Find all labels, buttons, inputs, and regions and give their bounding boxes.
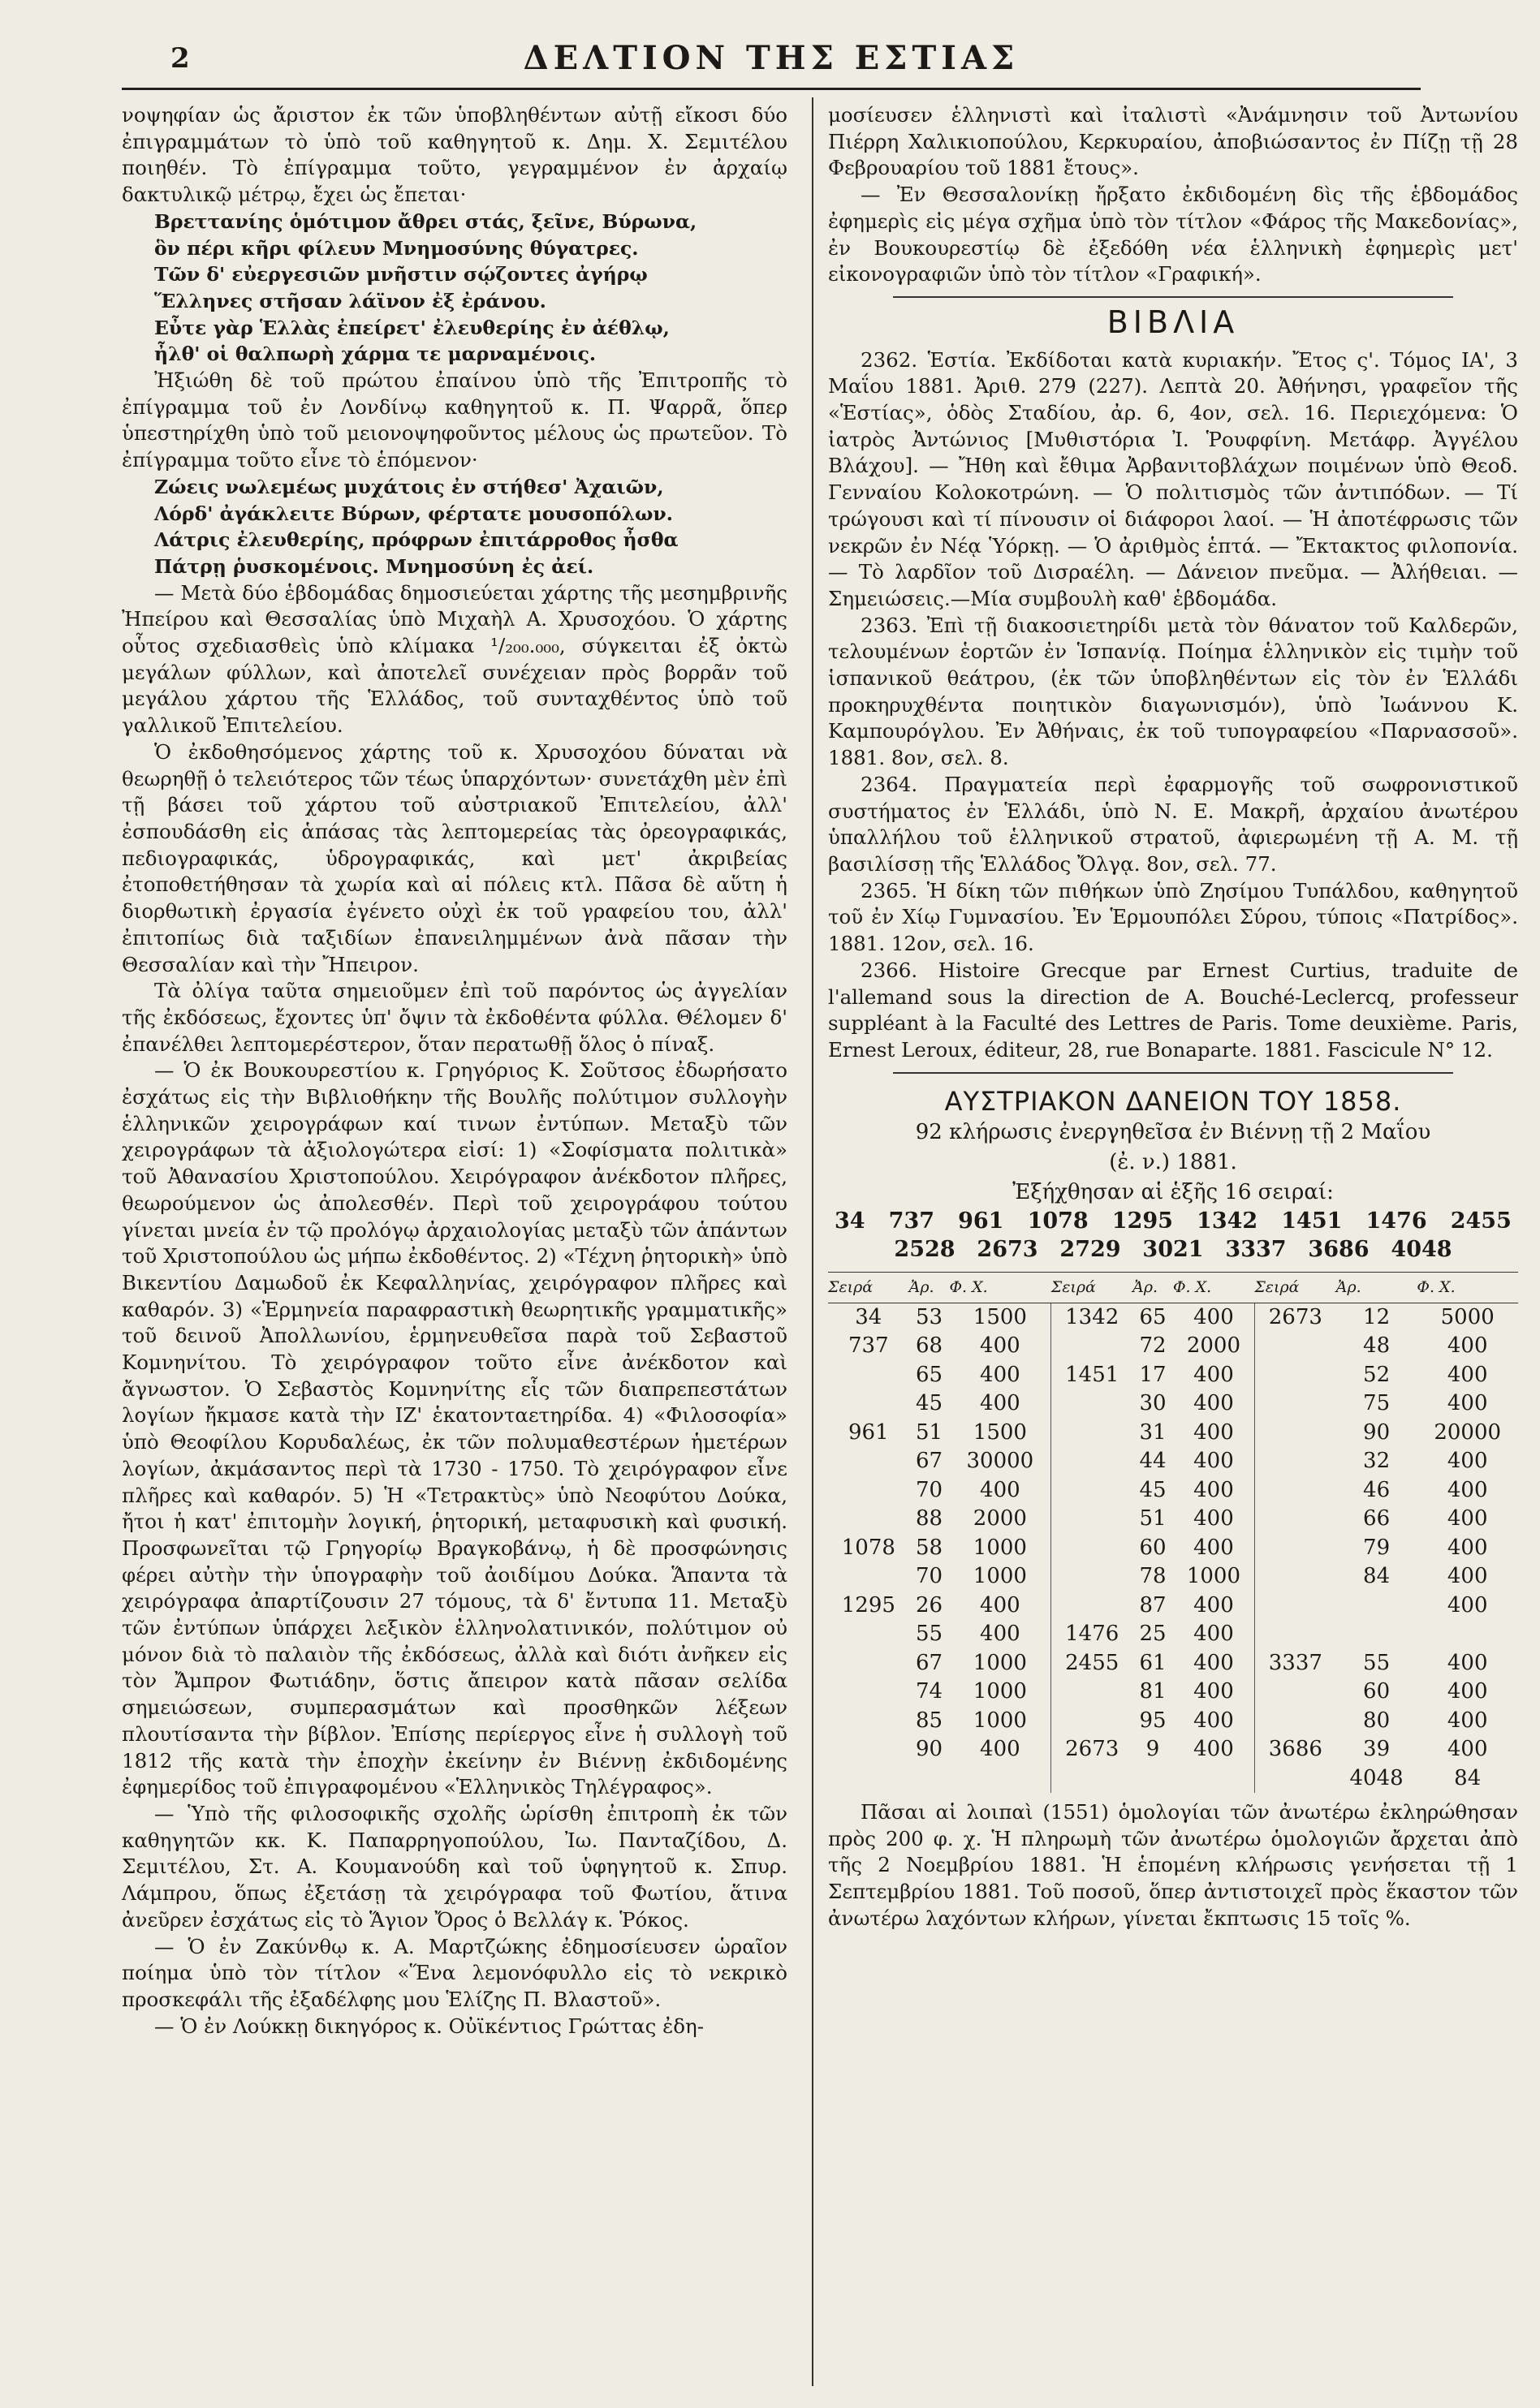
table-row bbox=[828, 1562, 1518, 1592]
table-cell: 1000 bbox=[949, 1534, 1050, 1563]
page-title: ΔΕΛΤΙΟΝ ΤΗΣ ΕΣΤΙΑΣ bbox=[523, 39, 1020, 77]
table-cell bbox=[1051, 1534, 1132, 1563]
table-cell: 1000 bbox=[949, 1562, 1050, 1592]
table-cell bbox=[1254, 1592, 1335, 1621]
table-cell: 1500 bbox=[949, 1419, 1050, 1448]
table-cell: 400 bbox=[1173, 1389, 1254, 1419]
table-row bbox=[828, 1764, 1518, 1794]
table-cell bbox=[1254, 1476, 1335, 1506]
table-cell bbox=[1254, 1764, 1335, 1794]
table-cell bbox=[828, 1562, 909, 1592]
header-rule bbox=[122, 88, 1421, 90]
table-cell: 70 bbox=[916, 1477, 943, 1502]
series-number: 2729 bbox=[1059, 1237, 1121, 1263]
paragraph: — Ὑπὸ τῆς φιλοσοφικῆς σχολῆς ὡρίσθη ἐπιτροπὴ ἐκ τῶν καθηγητῶν κκ. Κ. Παπαρρηγοπούλου, Ἰω. Πανταζίδου, Δ. Σεμιτέλου, Στ. Α. Κουμανούδη καὶ τοῦ ὑφηγητοῦ κ. Σπυρ. Λάμπρου, ὅπως ἐξετάσῃ τὰ χειρόγραφα τοῦ Φωτίου, ἅτινα ἀνεῦρεν ἐσχάτως εἰς τὸ Ἅγιον Ὄρος ὁ Βελλάγ κ. Ῥόκος. bbox=[122, 1802, 787, 1932]
table-cell: 20000 bbox=[1434, 1419, 1502, 1445]
paragraph: — Ἐν Θεσσαλονίκῃ ἤρξατο ἐκδιδομένη δὶς τῆς ἑβδομάδος ἐφημερὶς εἰς μέγα σχῆμα ὑπὸ τὸν τίτλον «Φάρος τῆς Μακεδονίας», ἐν Βουκουρεστίῳ δὲ ἐξεδόθη νέα ἑλληνικὴ ἐφημερὶς μετ' εἰκονογραφιῶν ὑπὸ τὸν τίτλον «Γραφική». bbox=[828, 183, 1518, 286]
section-rule bbox=[893, 1072, 1453, 1074]
table-cell bbox=[949, 1764, 1050, 1794]
table-cell bbox=[1254, 1332, 1335, 1361]
table-cell: 1000 bbox=[1173, 1562, 1254, 1592]
table-cell: 53 bbox=[916, 1304, 943, 1329]
table-row bbox=[828, 1332, 1518, 1361]
table-cell: 400 bbox=[1447, 1506, 1488, 1531]
table-cell bbox=[1051, 1678, 1132, 1707]
table-cell bbox=[1417, 1620, 1518, 1649]
table-cell: 400 bbox=[1447, 1592, 1488, 1618]
table-cell bbox=[1051, 1389, 1132, 1419]
table-cell bbox=[828, 1505, 909, 1534]
table-cell: 400 bbox=[1173, 1505, 1254, 1534]
table-cell: 400 bbox=[1447, 1535, 1488, 1560]
table-cell: 55 bbox=[916, 1622, 943, 1647]
table-cell: 80 bbox=[1363, 1708, 1391, 1733]
table-cell: 1000 bbox=[949, 1678, 1050, 1707]
verse-line: Βρεττανίης ὁμότιμον ἄθρει στάς, ξεῖνε, Βύρωνα, bbox=[154, 209, 697, 233]
table-cell: 1078 bbox=[841, 1535, 895, 1560]
table-cell: 400 bbox=[1173, 1476, 1254, 1506]
table-cell bbox=[828, 1707, 909, 1736]
loan-subtitle-c: Ἐξήχθησαν αἱ ἑξῆς 16 σειραί: bbox=[1012, 1179, 1334, 1204]
paragraph: — Ὁ ἐν Ζακύνθῳ κ. Α. Μαρτζώκης ἐδημοσίευσεν ὡραῖον ποίημα ὑπὸ τὸν τίτλον «Ἕνα λεμονόφυλλο εἰς τὸ νεκρικὸ προσκεφάλι τῆς ἐξαδέλφης μου Ἑλίζης Π. Βλαστοῦ». bbox=[122, 1934, 787, 2011]
table-cell: 55 bbox=[1363, 1650, 1391, 1675]
table-cell bbox=[1051, 1764, 1132, 1794]
table-cell: 48 bbox=[1363, 1333, 1391, 1359]
right-column bbox=[828, 102, 1518, 1932]
table-cell bbox=[1254, 1534, 1335, 1563]
table-cell: 85 bbox=[916, 1708, 943, 1733]
table-cell: 400 bbox=[1447, 1708, 1488, 1733]
table-cell: 79 bbox=[1363, 1535, 1391, 1560]
verse-line: Πάτρῃ ῥυσκομένοις. Μνημοσύνη ἐς ἀεί. bbox=[154, 554, 594, 578]
verse-line: Λόρδ' ἀγάκλειτε Βύρων, φέρτατε μουσοπόλων. bbox=[154, 502, 673, 525]
paragraph: Ἠξιώθη δὲ τοῦ πρώτου ἐπαίνου ὑπὸ τῆς Ἐπιτροπῆς τὸ ἐπίγραμμα τοῦ ἐν Λονδίνῳ καθηγητοῦ κ. Π. Ψαρρᾶ, ὅπερ ὑπεστηρίχθη ὑπὸ τοῦ μειονοψηφοῦντος μέλους ὡς πρωτεῦον. Τὸ ἐπίγραμμα τοῦτο εἶνε τὸ ἑπόμενον· bbox=[122, 368, 787, 472]
table-cell bbox=[909, 1764, 950, 1794]
table-cell: 400 bbox=[1447, 1391, 1488, 1416]
table-cell: 67 bbox=[916, 1650, 943, 1675]
table-cell: 1500 bbox=[949, 1303, 1050, 1332]
table-cell: 45 bbox=[916, 1391, 943, 1416]
table-cell: 737 bbox=[848, 1333, 889, 1359]
verse-line: ὃν πέρι κῆρι φίλευν Μνημοσύνης θύγατρες. bbox=[154, 236, 639, 260]
loan-title: ΑΥΣΤΡΙΑΚΟΝ ΔΑΝΕΙΟΝ ΤΟΥ 1858. bbox=[944, 1085, 1402, 1117]
paragraph: — Μετὰ δύο ἑβδομάδας δημοσιεύεται χάρτης τῆς μεσημβρινῆς Ἠπείρου καὶ Θεσσαλίας ὑπὸ Μιχαὴλ Α. Χρυσοχόου. Ὁ χάρτης οὗτος σχεδιασθεὶς ὑπὸ κλίμακα ¹/₂₀₀.₀₀₀, σύγκειται ἐξ ὀκτὼ μεγάλων φύλλων, καὶ ἀποτελεῖ συνέχειαν πρὸς βορρᾶν τοῦ μεγάλου χάρτου τῆς Ἑλλάδος, τοῦ συνταχθέντος ὑπὸ τοῦ γαλλικοῦ Ἐπιτελείου. bbox=[122, 580, 787, 738]
biblia-entry: 2364. Πραγματεία περὶ ἐφαρμογῆς τοῦ σωφρονιστικοῦ συστήματος ἐν Ἑλλάδι, ὑπὸ Ν. Ε. Μακρῆ, ἀρχαίου ἀνωτέρου ὑπαλλήλου τοῦ ἑλληνικοῦ στρατοῦ, ἀφιερωμένη τῇ Α. Μ. τῇ βασιλίσσῃ τῆς Ἑλλάδος Ὄλγᾳ. 8ον, σελ. 77. bbox=[828, 772, 1518, 876]
paragraph: — Ὁ ἐκ Βουκουρεστίου κ. Γρηγόριος Κ. Σοῦτσος ἐδωρήσατο ἐσχάτως εἰς τὴν Βιβλιοθήκην τῆς Βουλῆς πολύτιμον συλλογὴν ἑλληνικῶν χειρογράφων καί τινων ἐντύπων. Μεταξὺ τῶν χειρογράφων τὰ ἀξιολογώτερα εἰσί: 1) «Σοφίσματα πολιτικὰ» τοῦ Ἀθανασίου Χριστοπούλου. Χειρόγραφον ἀνέκδοτον πλῆρες, θεωρούμενον ὡς ἀπολεσθέν. Περὶ τοῦ χειρογράφου τούτου γίνεται μνεία ἐν τῷ προλόγῳ ἀρχαιολογίας μεταξὺ τῶν ἁπάντων τοῦ Χριστοπούλου ὡς μήπω ἐκδοθέντος. 2) «Τέχνη ῥητορικὴ» ὑπὸ Βικεντίου Δαμωδοῦ ἐκ Κεφαλληνίας, χειρόγραφον πλῆρες καὶ καθαρόν. 3) «Ἑρμηνεία παραφραστικὴ θεωρητικῆς γραμματικῆς» τοῦ δεινοῦ Ἀπολλωνίου, ἑρμηνευθεῖσα παρὰ τοῦ Σεβαστοῦ Κομνηνίτου. Τὸ χειρόγραφον τοῦτο εἶνε ἀνέκδοτον καὶ ἄγνωστον. Ὁ Σεβαστὸς Κομνηνίτης εἷς τῶν διαπρεπεστάτων λογίων ἤκμασε κατὰ τὴν ΙΖ' ἑκατονταετηρίδα. 4) «Φιλοσοφία» ὑπὸ Θεοφίλου Κορυδαλέως, ἐκ τῶν πολυμαθεστέρων ἡμετέρων λογίων, ἀκμάσαντος περὶ τὰ 1730 - 1750. Τὸ χειρόγραφον εἶνε πλῆρες καὶ καθαρόν. 5) Ἡ «Τετρακτὺς» ὑπὸ Νεοφύτου Δούκα, ἤτοι ἡ κατ' ἐπιτομὴν λογική, ῥητορική, μεταφυσικὴ καὶ φυσική. Προσφωνεῖται τῷ Γρηγορίῳ Βραγκοβάνῳ, ἡ δὲ προσφώνησις φέρει αὐτὴν τὴν ὑπογραφὴν τοῦ ἀοιδίμου Δούκα. Ἅπαντα τὰ χειρόγραφα ἀπαρτίζουσιν 27 τόμους, τὰ δ' ἔντυπα 11. Μεταξὺ τῶν ἐντύπων ὑπάρχει λεξικὸν ἑλληνολατινικόν, πολύτιμον οὐ μόνον διὰ τὸ παλαιὸν τῆς ἐκδόσεως, ἀλλὰ καὶ διότι ἀνῆκεν εἰς τὸν Ἄμπρον Φωτιάδην, ὅστις ἄπειρον κατὰ πᾶσαν σελίδα σημειώσεων, συμπερασμάτων καὶ προσθηκῶν λέξεων πλουτίσαντα τὴν βίβλον. Ἐπίσης περίεργος εἶνε ἡ συλλογὴ τοῦ 1812 τῆς κατὰ τὴν ἐποχὴν ἐκείνην ἐν Βιέννῃ ἐκδιδομένης ἐφημερίδος τοῦ ἐπιγραφομένου «Ἑλληνικὸς Τηλέγραφος». bbox=[122, 1058, 787, 1799]
table-cell: 12 bbox=[1363, 1304, 1391, 1329]
column-header: Σειρά bbox=[1051, 1272, 1132, 1303]
loan-subtitle-b: (ἐ. ν.) 1881. bbox=[1109, 1150, 1237, 1175]
table-cell: 4048 bbox=[1349, 1765, 1404, 1790]
biblia-entry: 2365. Ἡ δίκη τῶν πιθήκων ὑπὸ Ζησίμου Τυπάλδου, καθηγητοῦ τοῦ ἐν Χίῳ Γυμνασίου. Ἐν Ἑρμουπόλει Σύρου, τύποις «Πατρίδος». 1881. 12ον, σελ. 16. bbox=[828, 878, 1518, 956]
table-cell bbox=[1254, 1620, 1335, 1649]
table-cell bbox=[1173, 1764, 1254, 1794]
table-cell: 400 bbox=[1447, 1679, 1488, 1704]
series-number: 34 bbox=[835, 1208, 865, 1234]
table-row bbox=[828, 1592, 1518, 1621]
draw-table bbox=[828, 1272, 1518, 1793]
table-cell: 400 bbox=[949, 1735, 1050, 1764]
table-cell: 17 bbox=[1139, 1362, 1167, 1387]
table-cell bbox=[1051, 1476, 1132, 1506]
table-cell bbox=[828, 1678, 909, 1707]
table-cell: 400 bbox=[1447, 1449, 1488, 1474]
table-cell: 400 bbox=[949, 1620, 1050, 1649]
table-cell bbox=[1132, 1764, 1173, 1794]
column-header: Φ. Χ. bbox=[1417, 1272, 1518, 1303]
paragraph: — Ὁ ἐν Λούκκῃ δικηγόρος κ. Οὐϊκέντιος Γρώττας ἐδη- bbox=[154, 2014, 704, 2038]
table-row bbox=[828, 1476, 1518, 1506]
table-cell: 67 bbox=[916, 1449, 943, 1474]
column-header: Ἀρ. bbox=[1336, 1272, 1417, 1303]
biblia-list bbox=[828, 347, 1518, 1064]
paragraph: νοψηφίαν ὡς ἄριστον ἐκ τῶν ὑποβληθέντων αὐτῇ εἴκοσι δύο ἐπιγραμμάτων τὸ ὑπὸ τοῦ καθηγητοῦ κ. Δημ. Χ. Σεμιτέλου ποιηθέν. Τὸ ἐπίγραμμα τοῦτο, γεγραμμένον ἐν ἀρχαίῳ δακτυλικῷ μέτρῳ, ἔχει ὡς ἔπεται· bbox=[122, 103, 787, 207]
biblia-entry: 2362. Ἑστία. Ἐκδίδοται κατὰ κυριακήν. Ἔτος ς'. Τόμος ΙΑ', 3 Μαΐου 1881. Ἀριθ. 279 (227). Λεπτὰ 20. Ἀθήνησι, γραφεῖον τῆς «Ἑστίας», ὁδὸς Σταδίου, ἀρ. 6, 4ον, σελ. 16. Περιεχόμενα: Ὁ ἰατρὸς Ἀντώνιος [Μυθιστόρια Ἰ. Ῥουφφίνη. Μετάφρ. Ἀγγέλου Βλάχου]. — Ἤθη καὶ ἔθιμα Ἀρβανιτοβλάχων ποιμένων ὑπὸ Θεοδ. Γενναίου Κολοκοτρώνη. — Ὁ πολιτισμὸς τῶν ἀντιπόδων. — Τί τρώγουσι καὶ τί πίνουσιν οἱ διάφοροι λαοί. — Ἡ ἀποτέφρωσις τῶν νεκρῶν ἐν Νέᾳ Ὑόρκῃ. — Ὁ ἀριθμὸς ἑπτά. — Ἔκτακτος φιλοπονία. — Τὸ λαρδῖον τοῦ Δισραέλη. — Δάνειον πνεῦμα. — Ἀλήθειαι. — Σημειώσεις.—Μία συμβουλὴ καθ' ἑβδομάδα. bbox=[828, 347, 1518, 610]
table-cell: 90 bbox=[1363, 1419, 1391, 1445]
table-cell: 400 bbox=[1447, 1650, 1488, 1675]
table-cell: 400 bbox=[1447, 1737, 1488, 1762]
table-cell: 400 bbox=[1173, 1361, 1254, 1390]
table-cell: 400 bbox=[1173, 1620, 1254, 1649]
table-cell: 9 bbox=[1145, 1737, 1160, 1762]
series-number: 3021 bbox=[1142, 1237, 1204, 1263]
column-header: Φ. Χ. bbox=[1173, 1272, 1254, 1303]
table-cell: 65 bbox=[1139, 1304, 1167, 1329]
table-cell: 78 bbox=[1139, 1564, 1167, 1589]
table-row bbox=[828, 1361, 1518, 1390]
table-cell: 84 bbox=[1363, 1564, 1391, 1589]
verse-line: Εὖτε γὰρ Ἑλλὰς ἐπείρετ' ἐλευθερίης ἐν ἀέθλῳ, bbox=[154, 316, 670, 339]
table-cell bbox=[1051, 1707, 1132, 1736]
paragraph: μοσίευσεν ἑλληνιστὶ καὶ ἰταλιστὶ «Ἀνάμνησιν τοῦ Ἀντωνίου Πιέρρη Χαλικιοπούλου, Κερκυραίου, ἀποβιώσαντος ἐν Πίζῃ τῇ 28 Φεβρουαρίου τοῦ 1881 ἔτους». bbox=[828, 103, 1518, 180]
verse-line: ἦλθ' οἱ θαλπωρὴ χάρμα τε μαρναμένοις. bbox=[154, 342, 597, 366]
table-cell: 400 bbox=[949, 1389, 1050, 1419]
table-cell bbox=[1254, 1707, 1335, 1736]
table-row bbox=[828, 1389, 1518, 1419]
table-cell bbox=[1254, 1361, 1335, 1390]
table-cell: 30 bbox=[1139, 1391, 1167, 1416]
table-cell: 1000 bbox=[949, 1707, 1050, 1736]
loan-footer: Πᾶσαι αἱ λοιπαὶ (1551) ὁμολογίαι τῶν ἀνωτέρω ἐκληρώθησαν πρὸς 200 φ. χ. Ἡ πληρωμὴ τῶν ἀνωτέρω ὁμολογιῶν ἄρχεται ἀπὸ τῆς 2 Νοεμβρίου 1881. Ἡ ἑπομένη κλήρωσις γενήσεται τῇ 1 Σεπτεμβρίου 1881. Τοῦ ποσοῦ, ὅπερ ἀντιστοιχεῖ πρὸς ἕκαστον τῶν ἀνωτέρω λαχόντων κλήρων, γίνεται ἔκπτωσις 15 τοῖς %. bbox=[828, 1800, 1518, 1930]
table-cell bbox=[1051, 1505, 1132, 1534]
table-row bbox=[828, 1620, 1518, 1649]
table-cell: 2000 bbox=[1173, 1332, 1254, 1361]
table-cell bbox=[1051, 1332, 1132, 1361]
table-cell bbox=[828, 1620, 909, 1649]
table-cell: 400 bbox=[1173, 1303, 1254, 1332]
table-cell: 400 bbox=[949, 1361, 1050, 1390]
series-number: 1342 bbox=[1197, 1208, 1258, 1234]
table-cell: 400 bbox=[1447, 1564, 1488, 1589]
verse-line: Ζώεις νωλεμέως μυχάτοις ἐν στήθεσ' Ἀχαιῶν, bbox=[154, 475, 664, 498]
table-cell: 65 bbox=[916, 1362, 943, 1387]
series-row-1 bbox=[835, 1208, 1512, 1235]
table-cell bbox=[1254, 1447, 1335, 1476]
table-row bbox=[828, 1534, 1518, 1563]
table-cell: 44 bbox=[1139, 1449, 1167, 1474]
table-cell: 400 bbox=[949, 1476, 1050, 1506]
table-cell: 61 bbox=[1139, 1650, 1167, 1675]
table-cell: 2000 bbox=[949, 1505, 1050, 1534]
verse-line: Τῶν δ' εὐεργεσιῶν μνῆστιν σῴζοντες ἀγήρῳ bbox=[154, 263, 648, 286]
series-number: 1295 bbox=[1111, 1208, 1173, 1234]
verse-line: Ἕλληνες στῆσαν λάϊνον ἐξ ἐράνου. bbox=[154, 289, 546, 312]
table-cell: 3686 bbox=[1268, 1737, 1322, 1762]
table-cell: 68 bbox=[916, 1333, 943, 1359]
table-cell: 60 bbox=[1139, 1535, 1167, 1560]
table-cell: 26 bbox=[916, 1592, 943, 1618]
table-cell: 46 bbox=[1363, 1477, 1391, 1502]
table-row bbox=[828, 1707, 1518, 1736]
table-cell: 2673 bbox=[1065, 1737, 1119, 1762]
table-cell: 1451 bbox=[1065, 1362, 1119, 1387]
table-cell: 66 bbox=[1363, 1506, 1391, 1531]
table-cell: 400 bbox=[1447, 1477, 1488, 1502]
left-column bbox=[122, 102, 787, 2040]
table-cell: 400 bbox=[1173, 1447, 1254, 1476]
table-cell: 400 bbox=[1173, 1534, 1254, 1563]
table-cell bbox=[1051, 1447, 1132, 1476]
table-cell: 5000 bbox=[1440, 1304, 1495, 1329]
table-cell: 45 bbox=[1139, 1477, 1167, 1502]
paragraph: Τὰ ὀλίγα ταῦτα σημειοῦμεν ἐπὶ τοῦ παρόντος ὡς ἀγγελίαν τῆς ἐκδόσεως, ἔχοντες ὑπ' ὄψιν τὰ ἐκδοθέντα φύλλα. Θέλομεν δ' ἐπανέλθει λεπτομερέστερον, ὅταν περατωθῇ ὅλος ὁ πίναξ. bbox=[122, 979, 787, 1056]
table-cell: 60 bbox=[1363, 1679, 1391, 1704]
table-cell: 400 bbox=[1447, 1333, 1488, 1359]
series-number: 2673 bbox=[977, 1237, 1038, 1263]
table-cell: 400 bbox=[1173, 1678, 1254, 1707]
series-number: 1476 bbox=[1365, 1208, 1427, 1234]
table-row bbox=[828, 1649, 1518, 1678]
table-cell bbox=[828, 1447, 909, 1476]
table-cell: 74 bbox=[916, 1679, 943, 1704]
series-number: 2528 bbox=[894, 1237, 955, 1263]
table-cell bbox=[828, 1735, 909, 1764]
table-cell: 70 bbox=[916, 1564, 943, 1589]
series-number: 1078 bbox=[1027, 1208, 1089, 1234]
table-cell bbox=[828, 1389, 909, 1419]
table-cell: 52 bbox=[1363, 1362, 1391, 1387]
table-row bbox=[828, 1735, 1518, 1764]
right-top-text bbox=[828, 102, 1518, 288]
table-cell: 58 bbox=[916, 1535, 943, 1560]
table-row bbox=[828, 1419, 1518, 1448]
table-cell: 400 bbox=[1173, 1707, 1254, 1736]
table-cell: 1295 bbox=[841, 1592, 895, 1618]
table-cell: 51 bbox=[916, 1419, 943, 1445]
table-cell bbox=[828, 1649, 909, 1678]
column-divider bbox=[812, 97, 813, 2386]
table-cell bbox=[1254, 1678, 1335, 1707]
table-cell bbox=[1051, 1562, 1132, 1592]
column-header: Σειρά bbox=[1254, 1272, 1335, 1303]
table-row bbox=[828, 1505, 1518, 1534]
column-header: Ἀρ. bbox=[909, 1272, 950, 1303]
table-cell: 961 bbox=[848, 1419, 889, 1445]
table-cell: 87 bbox=[1139, 1592, 1167, 1618]
table-cell: 81 bbox=[1139, 1679, 1167, 1704]
column-header: Σειρά bbox=[828, 1272, 909, 1303]
table-cell bbox=[1254, 1562, 1335, 1592]
table-cell bbox=[1254, 1505, 1335, 1534]
table-cell bbox=[828, 1476, 909, 1506]
biblia-entry: 2366. Histoire Grecque par Ernest Curtius, traduite de l'allemand sous la direction de A. Bouché-Leclercq, professeur suppléant à la Faculté des Lettres de Paris. Tome deuxième. Paris, Ernest Leroux, éditeur, 28, rue Bonaparte. 1881. Fascicule N° 12. bbox=[828, 958, 1518, 1062]
series-number: 1451 bbox=[1281, 1208, 1343, 1234]
paragraph: Ὁ ἐκδοθησόμενος χάρτης τοῦ κ. Χρυσοχόου δύναται νὰ θεωρηθῇ ὁ τελειότερος τῶν τέως ὑπαρχόντων· συνετάχθη μὲν ἐπὶ τῇ βάσει τοῦ χάρτου τοῦ αὐστριακοῦ Ἐπιτελείου, ἀλλ' ἐσπουδάσθη εἰς ἁπάσας τὰς λεπτομερείας τὰς ὀρεογραφικάς, πεδιογραφικάς, ὑδρογραφικάς, καὶ μετ' ἀκριβείας ἐτοποθετήθησαν τὰ χωρία καὶ αἱ πόλεις κτλ. Πᾶσα δὲ αὕτη ἡ διορθωτικὴ ἐργασία ἐγένετο οὐχὶ ἐκ τοῦ γραφείου του, ἀλλ' ἐπιτοπίως διὰ ταξιδίων ἐπανειλημμένων ἀνὰ πᾶσαν τὴν Θεσσαλίαν καὶ τὴν Ἤπειρον. bbox=[122, 739, 787, 976]
table-cell bbox=[1254, 1419, 1335, 1448]
table-row bbox=[828, 1678, 1518, 1707]
table-cell: 31 bbox=[1139, 1419, 1167, 1445]
table-cell: 34 bbox=[855, 1304, 882, 1329]
table-cell: 400 bbox=[1173, 1592, 1254, 1621]
table-cell: 1342 bbox=[1065, 1304, 1119, 1329]
biblia-entry: 2363. Ἐπὶ τῇ διακοσιετηρίδι μετὰ τὸν θάνατον τοῦ Καλδερῶν, τελουμένων ἑορτῶν ἐν Ἱσπανίᾳ. Ποίημα ἑλληνικὸν εἰς τιμὴν τοῦ ἱσπανικοῦ θεάτρου, (ἐκ τῶν ὑποβληθέντων εἰς τὸν ἐν Ἑλλάδι προκηρυχθέντα ποιητικὸν διαγωνισμόν), ὑπὸ Ἰωάννου Κ. Καμπουρόγλου. Ἐν Ἀθήναις, ἐκ τοῦ τυπογραφείου «Παρνασσοῦ». 1881. 8ον, σελ. 8. bbox=[828, 613, 1518, 770]
verse-line: Λάτρις ἐλευθερίης, πρόφρων ἐπιτάρροθος ἦσθα bbox=[154, 528, 679, 552]
series-row-2 bbox=[835, 1237, 1512, 1264]
table-cell bbox=[828, 1361, 909, 1390]
table-cell bbox=[1051, 1592, 1132, 1621]
table-cell: 400 bbox=[1447, 1362, 1488, 1387]
page-header bbox=[122, 32, 1421, 81]
draw-table-header bbox=[828, 1272, 1518, 1303]
table-cell: 2673 bbox=[1268, 1304, 1322, 1329]
table-cell: 32 bbox=[1363, 1449, 1391, 1474]
series-number: 4048 bbox=[1391, 1237, 1452, 1263]
table-cell: 2455 bbox=[1065, 1650, 1119, 1675]
biblia-heading: ΒΙΒΛΙΑ bbox=[1106, 304, 1240, 340]
table-cell: 3337 bbox=[1268, 1650, 1322, 1675]
table-row bbox=[828, 1447, 1518, 1476]
table-cell: 88 bbox=[916, 1506, 943, 1531]
series-number: 961 bbox=[958, 1208, 1004, 1234]
table-row bbox=[828, 1303, 1518, 1332]
series-number: 3337 bbox=[1225, 1237, 1287, 1263]
table-cell: 95 bbox=[1139, 1708, 1167, 1733]
table-cell: 84 bbox=[1454, 1765, 1482, 1790]
table-cell: 72 bbox=[1139, 1333, 1167, 1359]
table-cell bbox=[1336, 1592, 1417, 1621]
table-cell: 1476 bbox=[1065, 1622, 1119, 1647]
table-cell: 400 bbox=[1173, 1419, 1254, 1448]
table-cell bbox=[1051, 1419, 1132, 1448]
section-rule bbox=[893, 296, 1453, 298]
page-number: 2 bbox=[170, 42, 190, 75]
series-number: 2455 bbox=[1450, 1208, 1512, 1234]
table-cell: 25 bbox=[1139, 1622, 1167, 1647]
table-cell: 400 bbox=[949, 1332, 1050, 1361]
column-header: Ἀρ. bbox=[1132, 1272, 1173, 1303]
table-cell: 30000 bbox=[949, 1447, 1050, 1476]
table-cell: 90 bbox=[916, 1737, 943, 1762]
table-cell bbox=[1336, 1620, 1417, 1649]
table-cell: 51 bbox=[1139, 1506, 1167, 1531]
loan-subtitle-a: 92 κλήρωσις ἐνεργηθεῖσα ἐν Βιέννῃ τῇ 2 Μαΐου bbox=[915, 1120, 1431, 1145]
table-cell bbox=[1254, 1389, 1335, 1419]
table-cell: 39 bbox=[1363, 1737, 1391, 1762]
column-header: Φ. Χ. bbox=[949, 1272, 1050, 1303]
table-cell: 400 bbox=[949, 1592, 1050, 1621]
table-cell: 400 bbox=[1173, 1649, 1254, 1678]
table-cell: 400 bbox=[1173, 1735, 1254, 1764]
table-cell bbox=[828, 1764, 909, 1794]
table-cell: 1000 bbox=[949, 1649, 1050, 1678]
series-number: 3686 bbox=[1308, 1237, 1370, 1263]
table-cell: 75 bbox=[1363, 1391, 1391, 1416]
series-number: 737 bbox=[888, 1208, 935, 1234]
